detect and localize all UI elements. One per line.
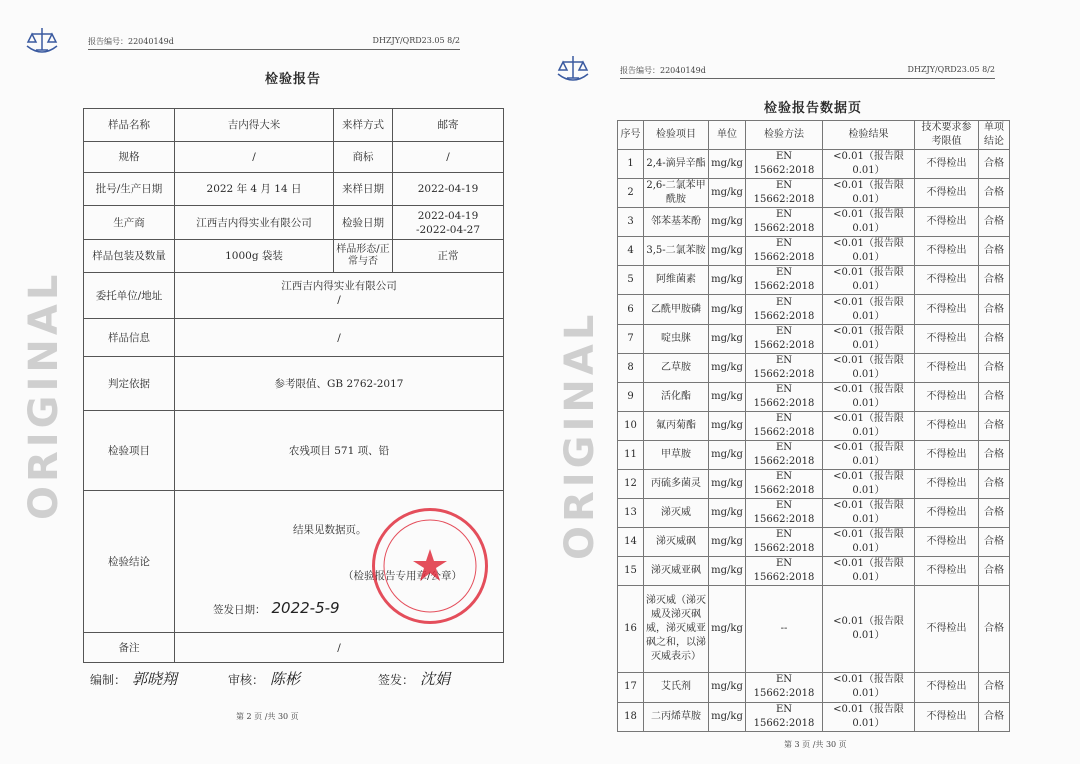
limit: 不得检出: [915, 440, 979, 469]
test-item: 3,5-二氯苯胺: [644, 237, 709, 266]
test-result: <0.01（报告限0.01）: [823, 179, 915, 208]
item-conclusion: 合格: [979, 150, 1010, 179]
sample-state: 正常: [393, 240, 504, 273]
table-row: [618, 179, 1010, 208]
issue-date: 2022-5-9: [271, 599, 340, 617]
table-row: [618, 528, 1010, 557]
client-name: 江西吉内得实业有限公司: [281, 280, 397, 292]
col-header: 技术要求参考限值: [915, 121, 979, 150]
table-row: [618, 440, 1010, 469]
brand: /: [393, 142, 504, 173]
row-number: 1: [618, 150, 644, 179]
signature-reviewer: [228, 668, 300, 689]
test-method: EN 15662:2018: [746, 295, 823, 324]
label: 样品包装及数量: [84, 240, 175, 273]
test-results-table: [617, 120, 1010, 732]
item-conclusion: 合格: [979, 470, 1010, 499]
report-page-3: [540, 0, 1080, 764]
signature-approver: [378, 668, 450, 689]
test-item: 2,4-滴异辛酯: [644, 150, 709, 179]
item-conclusion: 合格: [979, 702, 1010, 731]
test-items: 农残项目 571 项、铅: [175, 411, 504, 491]
limit: 不得检出: [915, 557, 979, 586]
test-result: <0.01（报告限0.01）: [823, 528, 915, 557]
signature-drafter: [90, 668, 177, 689]
unit: mg/kg: [709, 295, 746, 324]
limit: 不得检出: [915, 324, 979, 353]
unit: mg/kg: [709, 470, 746, 499]
item-conclusion: 合格: [979, 208, 1010, 237]
item-conclusion: 合格: [979, 440, 1010, 469]
label: 规格: [84, 142, 175, 173]
row-number: 15: [618, 557, 644, 586]
test-method: EN 15662:2018: [746, 499, 823, 528]
col-header: 检验方法: [746, 121, 823, 150]
limit: 不得检出: [915, 528, 979, 557]
limit: 不得检出: [915, 179, 979, 208]
table-row: [618, 208, 1010, 237]
table-row: [618, 353, 1010, 382]
item-conclusion: 合格: [979, 237, 1010, 266]
form-code: DHZJY/QRD23.05 8/2: [907, 65, 995, 74]
row-number: 13: [618, 499, 644, 528]
test-item: 邻苯基苯酚: [644, 208, 709, 237]
limit: 不得检出: [915, 470, 979, 499]
label: 审核：: [228, 673, 265, 687]
item-conclusion: 合格: [979, 528, 1010, 557]
drafter-signature: 郭晓翔: [132, 670, 178, 688]
limit: 不得检出: [915, 150, 979, 179]
limit: 不得检出: [915, 237, 979, 266]
remark: /: [175, 633, 504, 663]
test-result: <0.01（报告限0.01）: [823, 266, 915, 295]
row-number: 5: [618, 266, 644, 295]
col-header: 单项结论: [979, 121, 1010, 150]
item-conclusion: 合格: [979, 179, 1010, 208]
col-header: 序号: [618, 121, 644, 150]
col-header: 检验项目: [644, 121, 709, 150]
test-method: EN 15662:2018: [746, 382, 823, 411]
batch-date: 2022 年 4 月 14 日: [175, 173, 334, 206]
page-footer: 第 2 页 /共 30 页: [236, 712, 299, 721]
test-result: <0.01（报告限0.01）: [823, 208, 915, 237]
row-number: 9: [618, 382, 644, 411]
spec: /: [175, 142, 334, 173]
test-method: --: [746, 586, 823, 673]
test-method: EN 15662:2018: [746, 208, 823, 237]
reviewer-signature: 陈彬: [270, 670, 301, 688]
watermark: ORIGINAL: [21, 270, 67, 520]
scales-logo-icon: [24, 24, 60, 60]
scales-logo-icon: [555, 52, 591, 88]
test-result: <0.01（报告限0.01）: [823, 237, 915, 266]
test-result: <0.01（报告限0.01）: [823, 557, 915, 586]
item-conclusion: 合格: [979, 586, 1010, 673]
report-header: [88, 36, 460, 50]
item-conclusion: 合格: [979, 266, 1010, 295]
report-number: 报告编号：22040149d: [88, 37, 174, 46]
label: 检验结论: [84, 491, 175, 633]
unit: mg/kg: [709, 266, 746, 295]
test-method: EN 15662:2018: [746, 528, 823, 557]
manufacturer: 江西吉内得实业有限公司: [175, 206, 334, 240]
approver-signature: 沈娟: [420, 670, 451, 688]
page-title: 检验报告: [264, 72, 321, 87]
test-item: 涕灭威亚砜: [644, 557, 709, 586]
unit: mg/kg: [709, 382, 746, 411]
test-item: 二丙烯草胺: [644, 702, 709, 731]
test-result: <0.01（报告限0.01）: [823, 586, 915, 673]
label: 来样日期: [334, 173, 393, 206]
row-number: 4: [618, 237, 644, 266]
test-item: 乙草胺: [644, 353, 709, 382]
limit: 不得检出: [915, 353, 979, 382]
row-number: 3: [618, 208, 644, 237]
test-date-end: -2022-04-27: [415, 223, 481, 236]
item-conclusion: 合格: [979, 353, 1010, 382]
page-title: 检验报告数据页: [763, 101, 862, 116]
seal-note: （检验报告专用章/公章）: [343, 570, 463, 582]
report-header: [620, 65, 995, 79]
official-seal-stamp: [372, 508, 488, 624]
table-row: [618, 266, 1010, 295]
unit: mg/kg: [709, 702, 746, 731]
table-row: [618, 324, 1010, 353]
test-item: 活化酯: [644, 382, 709, 411]
unit: mg/kg: [709, 324, 746, 353]
test-item: 啶虫脒: [644, 324, 709, 353]
label: 检验项目: [84, 411, 175, 491]
table-row: [618, 702, 1010, 731]
limit: 不得检出: [915, 208, 979, 237]
test-method: EN 15662:2018: [746, 266, 823, 295]
packaging: 1000g 袋装: [175, 240, 334, 273]
label: 样品形态/正常与否: [334, 240, 393, 273]
unit: mg/kg: [709, 586, 746, 673]
test-item: 氟丙菊酯: [644, 411, 709, 440]
item-conclusion: 合格: [979, 324, 1010, 353]
test-method: EN 15662:2018: [746, 150, 823, 179]
table-row: [618, 382, 1010, 411]
test-method: EN 15662:2018: [746, 179, 823, 208]
limit: 不得检出: [915, 382, 979, 411]
test-result: <0.01（报告限0.01）: [823, 470, 915, 499]
row-number: 12: [618, 470, 644, 499]
test-result: <0.01（报告限0.01）: [823, 295, 915, 324]
arrival-date: 2022-04-19: [393, 173, 504, 206]
table-header-row: [618, 121, 1010, 150]
watermark: ORIGINAL: [557, 310, 603, 560]
unit: mg/kg: [709, 179, 746, 208]
unit: mg/kg: [709, 557, 746, 586]
test-result: <0.01（报告限0.01）: [823, 673, 915, 702]
limit: 不得检出: [915, 586, 979, 673]
unit: mg/kg: [709, 499, 746, 528]
test-result: <0.01（报告限0.01）: [823, 150, 915, 179]
unit: mg/kg: [709, 440, 746, 469]
sample-name: 吉内得大米: [175, 109, 334, 142]
unit: mg/kg: [709, 673, 746, 702]
report-number: 报告编号：22040149d: [620, 66, 706, 75]
test-method: EN 15662:2018: [746, 557, 823, 586]
label: 来样方式: [334, 109, 393, 142]
label: 签发：: [378, 673, 415, 687]
unit: mg/kg: [709, 237, 746, 266]
row-number: 8: [618, 353, 644, 382]
label: 样品信息: [84, 319, 175, 357]
limit: 不得检出: [915, 499, 979, 528]
label: 检验日期: [334, 206, 393, 240]
test-date: [393, 206, 504, 240]
test-item: 2,6-二氯苯甲酰胺: [644, 179, 709, 208]
page-footer: 第 3 页 /共 30 页: [784, 740, 847, 749]
seal-star-icon: [375, 511, 485, 621]
test-method: EN 15662:2018: [746, 470, 823, 499]
table-row: [618, 150, 1010, 179]
unit: mg/kg: [709, 353, 746, 382]
conclusion-text: 结果见数据页。: [293, 524, 367, 536]
label: 批号/生产日期: [84, 173, 175, 206]
label: 样品名称: [84, 109, 175, 142]
sampling-method: 邮寄: [393, 109, 504, 142]
label: 判定依据: [84, 357, 175, 411]
sample-info: /: [175, 319, 504, 357]
label: 生产商: [84, 206, 175, 240]
table-row: [618, 557, 1010, 586]
test-item: 涕灭威砜: [644, 528, 709, 557]
unit: mg/kg: [709, 150, 746, 179]
test-method: EN 15662:2018: [746, 324, 823, 353]
test-item: 丙硫多菌灵: [644, 470, 709, 499]
label: 委托单位/地址: [84, 273, 175, 319]
test-item: 阿维菌素: [644, 266, 709, 295]
row-number: 14: [618, 528, 644, 557]
unit: mg/kg: [709, 411, 746, 440]
item-conclusion: 合格: [979, 499, 1010, 528]
label: 编制：: [90, 673, 127, 687]
limit: 不得检出: [915, 702, 979, 731]
test-method: EN 15662:2018: [746, 411, 823, 440]
label: 签发日期：: [213, 604, 266, 616]
test-result: <0.01（报告限0.01）: [823, 411, 915, 440]
test-method: EN 15662:2018: [746, 702, 823, 731]
table-row: [618, 295, 1010, 324]
form-code: DHZJY/QRD23.05 8/2: [372, 36, 460, 45]
label: 备注: [84, 633, 175, 663]
col-header: 检验结果: [823, 121, 915, 150]
unit: mg/kg: [709, 208, 746, 237]
row-number: 16: [618, 586, 644, 673]
test-result: <0.01（报告限0.01）: [823, 353, 915, 382]
col-header: 单位: [709, 121, 746, 150]
table-row: [618, 237, 1010, 266]
test-result: <0.01（报告限0.01）: [823, 499, 915, 528]
test-result: <0.01（报告限0.01）: [823, 702, 915, 731]
judgement-basis: 参考限值、GB 2762-2017: [175, 357, 504, 411]
limit: 不得检出: [915, 411, 979, 440]
test-method: EN 15662:2018: [746, 237, 823, 266]
unit: mg/kg: [709, 528, 746, 557]
row-number: 11: [618, 440, 644, 469]
row-number: 18: [618, 702, 644, 731]
label: 商标: [334, 142, 393, 173]
table-row: [618, 499, 1010, 528]
test-method: EN 15662:2018: [746, 353, 823, 382]
issue-date-line: [213, 601, 340, 617]
item-conclusion: 合格: [979, 295, 1010, 324]
row-number: 6: [618, 295, 644, 324]
row-number: 17: [618, 673, 644, 702]
test-method: EN 15662:2018: [746, 673, 823, 702]
table-row: [618, 470, 1010, 499]
test-item: 涕灭威: [644, 499, 709, 528]
test-item: 甲草胺: [644, 440, 709, 469]
test-date-start: 2022-04-19: [417, 209, 479, 222]
client-address: /: [337, 294, 341, 306]
row-number: 10: [618, 411, 644, 440]
item-conclusion: 合格: [979, 673, 1010, 702]
test-result: <0.01（报告限0.01）: [823, 324, 915, 353]
item-conclusion: 合格: [979, 557, 1010, 586]
table-row: [618, 586, 1010, 673]
test-item: 涕灭威（涕灭威及涕灭砜威，涕灭威亚砜之和，以涕灭威表示）: [644, 586, 709, 673]
limit: 不得检出: [915, 295, 979, 324]
test-method: EN 15662:2018: [746, 440, 823, 469]
table-row: [618, 673, 1010, 702]
row-number: 2: [618, 179, 644, 208]
test-item: 乙酰甲胺磷: [644, 295, 709, 324]
row-number: 7: [618, 324, 644, 353]
limit: 不得检出: [915, 673, 979, 702]
client: [175, 273, 504, 319]
table-row: [618, 411, 1010, 440]
item-conclusion: 合格: [979, 382, 1010, 411]
test-result: <0.01（报告限0.01）: [823, 382, 915, 411]
limit: 不得检出: [915, 266, 979, 295]
item-conclusion: 合格: [979, 411, 1010, 440]
test-result: <0.01（报告限0.01）: [823, 440, 915, 469]
test-item: 艾氏剂: [644, 673, 709, 702]
